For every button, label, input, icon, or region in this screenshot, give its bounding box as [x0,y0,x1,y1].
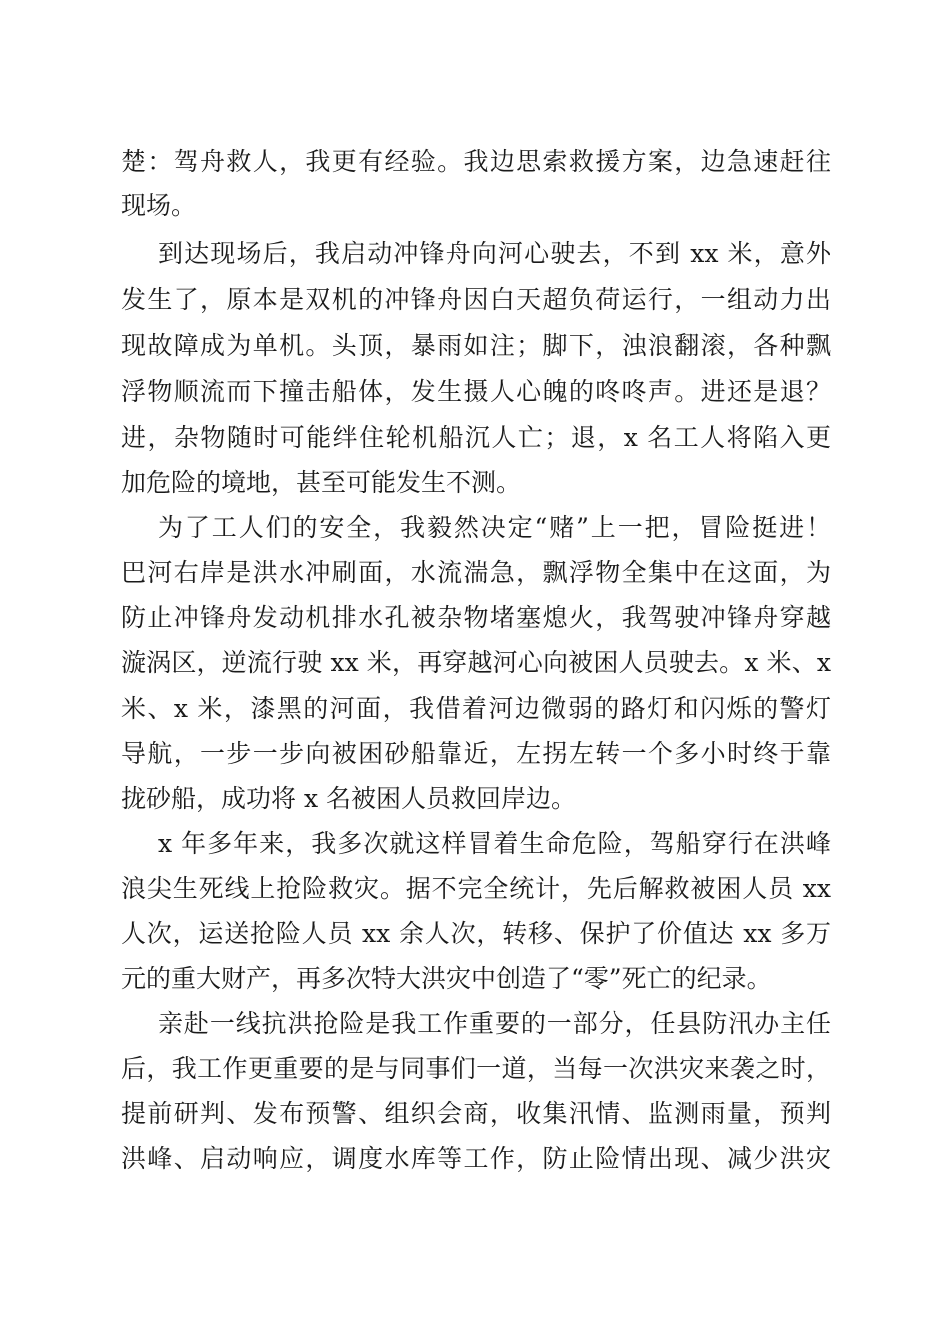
paragraph-start-line: 亲赴一线抗洪抢险是我工作重要的一部分，任县防汛办主任 [158,1009,831,1038]
text-line: 浮物顺流而下撞击船体，发生摄人心魄的咚咚声。进还是退？ [121,377,831,406]
text-line: 巴河右岸是洪水冲刷面，水流湍急，飘浮物全集中在这面，为 [121,558,831,587]
text-line: 防止冲锋舟发动机排水孔被杂物堵塞熄火，我驾驶冲锋舟穿越 [121,603,831,632]
paragraph-start-line: x 年多年来，我多次就这样冒着生命危险，驾船穿行在洪峰 [158,829,831,858]
text-line: 拢砂船，成功将 x 名被困人员救回岸边。 [121,784,576,813]
paragraph-start-line: 为了工人们的安全，我毅然决定“赌”上一把，冒险挺进！ [158,513,831,542]
text-line: 浪尖生死线上抢险救灾。据不完全统计，先后解救被困人员 xx [121,874,831,903]
text-line: 导航，一步一步向被困砂船靠近，左拐左转一个多小时终于靠 [121,739,831,768]
text-line: 后，我工作更重要的是与同事们一道，当每一次洪灾来袭之时， [121,1054,831,1083]
text-line: 进，杂物随时可能绊住轮机船沉人亡；退，x 名工人将陷入更 [121,423,831,452]
text-line: 元的重大财产，再多次特大洪灾中创造了“零”死亡的纪录。 [121,964,772,993]
paragraph-start-line: 到达现场后，我启动冲锋舟向河心驶去，不到 xx 米，意外 [158,239,831,268]
text-line: 米、x 米，漆黑的河面，我借着河边微弱的路灯和闪烁的警灯 [121,694,831,723]
text-line: 发生了，原本是双机的冲锋舟因白天超负荷运行，一组动力出 [121,285,831,314]
text-line: 现场。 [121,191,197,220]
text-line: 楚：驾舟救人，我更有经验。我边思索救援方案，边急速赶往 [121,147,831,176]
text-line: 加危险的境地，甚至可能发生不测。 [121,468,522,497]
text-line: 人次，运送抢险人员 xx 余人次，转移、保护了价值达 xx 多万 [121,919,831,948]
text-line: 提前研判、发布预警、组织会商，收集汛情、监测雨量，预判 [121,1099,831,1128]
text-line: 现故障成为单机。头顶，暴雨如注；脚下，浊浪翻滚，各种飘 [121,331,831,360]
text-line: 漩涡区，逆流行驶 xx 米，再穿越河心向被困人员驶去。x 米、x [121,648,831,677]
text-line: 洪峰、启动响应，调度水库等工作，防止险情出现、减少洪灾 [121,1144,831,1173]
